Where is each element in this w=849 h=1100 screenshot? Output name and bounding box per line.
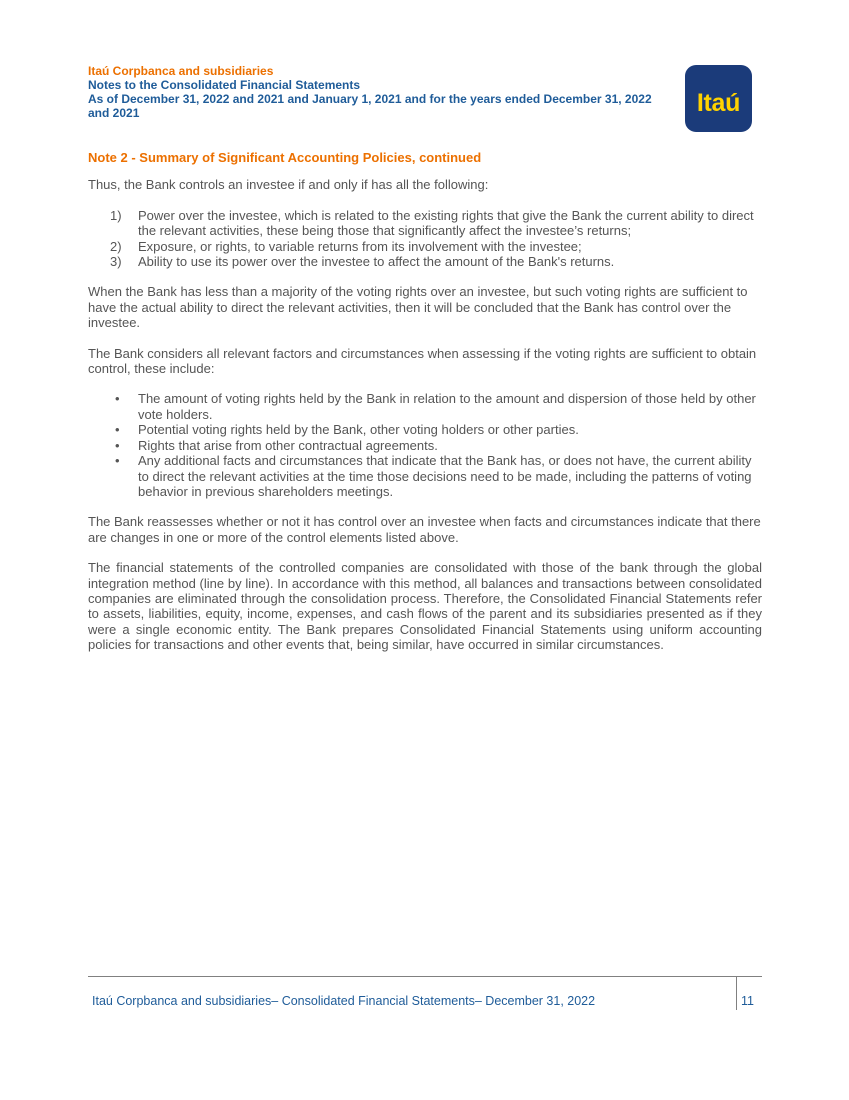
logo-text: Itaú (696, 89, 741, 117)
majority-paragraph: When the Bank has less than a majority of the voting rights over an investee, but such voting rights are sufficient to have the actual ability to direct the relevant activities, then it will be concluded that the Bank has control over the investee. (88, 284, 748, 331)
itau-logo (685, 65, 752, 132)
page-header (88, 64, 688, 120)
list-number: 3) (110, 254, 122, 270)
list-text: Any additional facts and circumstances that indicate that the Bank has, or does not have, the current ability to direct the relevant activities at the time those decisions need to be made, including the patterns of voting behavior in previous shareholders meetings. (138, 453, 752, 499)
list-item (88, 422, 762, 437)
bullet-icon: • (115, 422, 120, 438)
footer-text: Itaú Corpbanca and subsidiaries– Consolidated Financial Statements– December 31, 2022 (92, 994, 596, 1008)
consolidation-paragraph: The financial statements of the controlled companies are consolidated with those of the bank through the global integration method (line by line). In accordance with this method, all balances and transactions between consolidated companies are eliminated through the consolidation process. Therefore, the Consolidated Financial Statements refer to assets, liabilities, equity, income, expenses, and cash flows of the parent and its subsidiaries presented as if they were a single economic entity. The Bank prepares Consolidated Financial Statements using uniform accounting policies for transactions and other events that, being similar, have occurred in similar circumstances. (88, 560, 762, 653)
list-item (88, 391, 762, 422)
list-item (88, 239, 762, 254)
list-item (88, 254, 762, 269)
list-text: Rights that arise from other contractual agreements. (138, 437, 438, 453)
list-text: Power over the investee, which is related to the existing rights that give the Bank the current ability to direct the relevant activities, these being those that significantly affect the investee’s returns; (138, 207, 754, 239)
footer-divider (88, 976, 762, 977)
page-number: 11 (741, 994, 754, 1008)
bullet-icon: • (115, 453, 120, 469)
list-text: Ability to use its power over the investee to affect the amount of the Bank's returns. (138, 254, 615, 270)
factors-list (88, 391, 762, 499)
list-number: 2) (110, 238, 122, 254)
list-number: 1) (110, 207, 122, 223)
intro-paragraph: Thus, the Bank controls an investee if and only if has all the following: (88, 177, 489, 193)
header-period-line-cont: and 2021 (88, 106, 140, 120)
list-text: Potential voting rights held by the Bank, other voting holders or other parties. (138, 422, 579, 438)
document-body (88, 150, 762, 668)
footer-page-divider (736, 976, 737, 1010)
list-text: The amount of voting rights held by the Bank in relation to the amount and dispersion of those held by other vote holders. (138, 391, 756, 422)
section-title: Note 2 - Summary of Significant Accounting Policies, continued (88, 150, 482, 165)
bullet-icon: • (115, 391, 120, 407)
bullet-icon: • (115, 437, 120, 453)
list-item (88, 438, 762, 453)
list-item (88, 453, 762, 499)
reassess-paragraph: The Bank reassesses whether or not it has control over an investee when facts and circumstances indicate that there are changes in one or more of the control elements listed above. (88, 514, 761, 545)
list-item (88, 208, 762, 239)
header-period-line: As of December 31, 2022 and 2021 and January 1, 2021 and for the years ended December 31, 2022 (88, 92, 652, 106)
list-text: Exposure, or rights, to variable returns from its involvement with the investee; (138, 238, 582, 254)
factors-paragraph: The Bank considers all relevant factors and circumstances when assessing if the voting rights are sufficient to obtain control, these include: (88, 345, 757, 377)
control-conditions-list (88, 208, 762, 270)
header-notes-title: Notes to the Consolidated Financial Statements (88, 78, 361, 92)
company-name: Itaú Corpbanca and subsidiaries (88, 64, 274, 78)
